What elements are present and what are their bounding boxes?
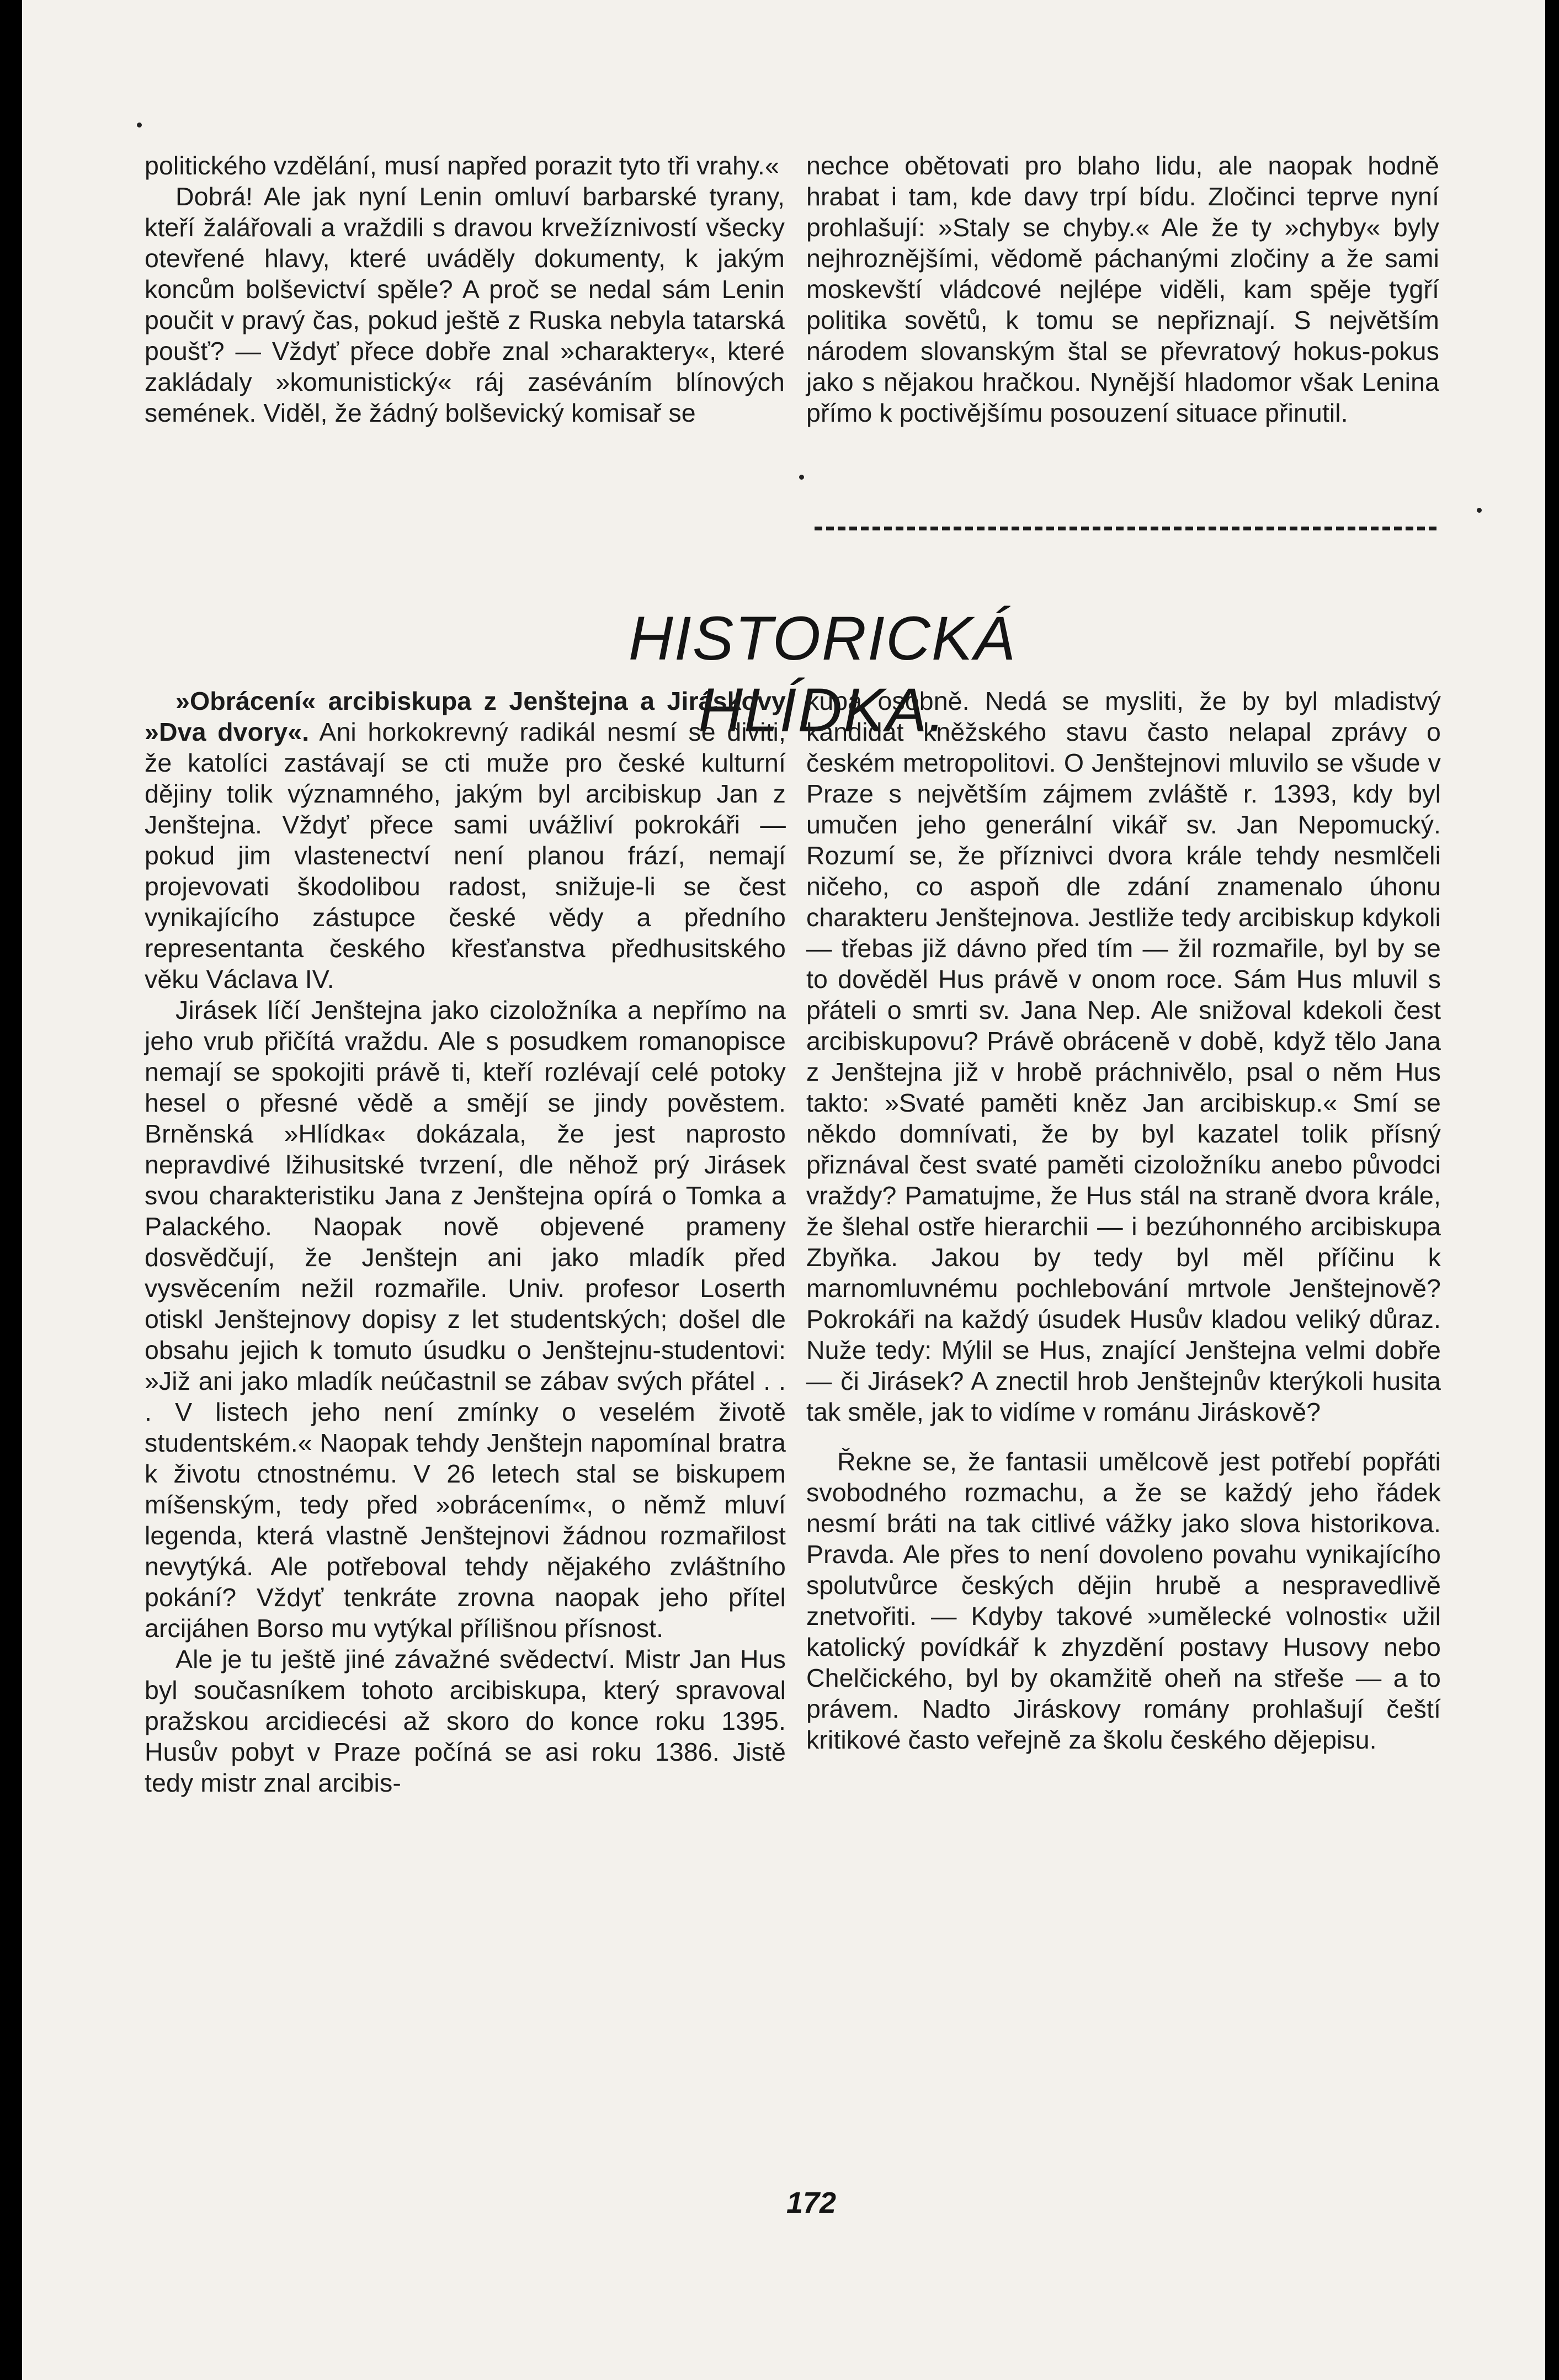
article-heading: »Obrácení« arcibiskupa z Jenštejna a Jiráskovy »Dva dvory«. — [145, 687, 786, 746]
article-right-column — [806, 686, 1441, 1755]
paragraph-text: Ani horkokrevný radikál nesmí se diviti, že katolíci zastávají se cti muže pro české kulturní dějiny tolik významného, jakým byl arcibiskup Jan z Jenštejna. Vždyť přece sami uvážliví pokrokáři — pokud jim vlastenectví není planou frází, nemají projevovati škodolibou radost, snižuje-li se čest vynikajícího zástupce české vědy a předního representanta českého křesťanstva předhusitského věku Václava IV. — [145, 718, 786, 994]
section-divider — [815, 527, 1436, 530]
section-title: HISTORICKÁ HLÍDKA. — [628, 604, 1017, 745]
paragraph: kupa osobně. Nedá se mysliti, že by byl mladistvý kandidát kněžského stavu často nelapal zprávy o českém metropolitovi. O Jenštejnovi mluvilo se všude v Praze s největším zájmem zvláště r. 1393, kdy byl umučen jeho generální vikář sv. Jan Nepomucký. Rozumí se, že příznivci dvora krále tehdy nesmlčeli ničeho, co aspoň dle zdání znamenalo úhonu charakteru Jenštejnova. Jestliže tedy arcibiskup kdykoli — třebas již dávno před tím — žil rozmařile, byl by se to dověděl Hus právě v onom roce. Sám Hus mluvil s přáteli o smrti sv. Jana Nep. Ale snižoval kdekoli čest arcibiskupovu? Právě obráceně v době, když tělo Jana z Jenštejna již v hrobě práchnivělo, psal o něm Hus takto: »Svaté paměti kněz Jan arcibiskup.« Smí se někdo domnívati, že by byl kazatel tolik přísný přiznával čest svaté paměti cizoložníku anebo původci vraždy? Pamatujme, že Hus stál na straně dvora krále, že šlehal ostře hierarchii — i bezúhonného arcibiskupa Zbyňka. Jakou by tedy byl měl příčinu k marnomluvnému pochlebování mrtvole Jenštejnově? Pokrokáři na každý úsudek Husův kladou veliký důraz. Nuže tedy: Mýlil se Hus, znající Jenštejna velmi dobře — či Jirásek? A znectil hrob Jenštejnův kterýkoli husita tak směle, jak to vidíme v románu Jiráskově? — [806, 687, 1441, 1426]
paragraph: Jirásek líčí Jenštejna jako cizoložníka a nepřímo na jeho vrub přičítá vraždu. Ale s posudkem romanopisce nemají se spokojiti právě ti, kteří rozlévají celé potoky hesel o přesné vědě a smějí se jindy pověstem. Brněnská »Hlídka« dokázala, že jest naprosto nepravdivé lžihusitské tvrzení, dle něhož prý Jirásek svou charakteristiku Jana z Jenštejna opírá o Tomka a Palackého. Naopak nově objevené prameny dosvědčují, že Jenštejn ani jako mladík před vysvěcením nežil rozmařile. Univ. profesor Loserth otiskl Jenštejnovy dopisy z let studentských; došel dle obsahu jejich k tomuto úsudku o Jenštejnu-studentovi: »Již ani jako mladík neúčastnil se zábav svých přátel . . . V listech jeho není zmínky o veselém životě studentském.« Naopak tehdy Jenštejn napomínal bratra k životu ctnostnému. V 26 letech stal se biskupem míšenským, tedy před »obrácením«, o němž mluví legenda, která vlastně Jenštejnovi žádnou rozmařilost nevytýká. Ale potřeboval tehdy nějakého zvláštního pokání? Vždyť tenkráte zrovna naopak jeho přítel arcijáhen Borso mu vytýkal přílišnou přísnost. — [145, 996, 786, 1643]
print-speck — [1477, 508, 1482, 513]
paragraph: nechce obětovati pro blaho lidu, ale naopak hodně hrabat i tam, kde davy trpí bídu. Zločinci teprve nyní prohlašují: »Staly se chyby.« Ale že ty »chyby« byly nejhroznějšími, vědomě páchanými zločiny a že sami moskevští vládcové nejlépe viděli, kam spěje tygří politika sovětů, k tomu se nepřiznají. S největším národem slovanským štal se převratový hokus-pokus jako s nějakou hračkou. Nynější hladomor však Lenina přímo k poctivějšímu posouzení situace přinutil. — [806, 151, 1439, 427]
page-number: 172 — [786, 2186, 837, 2219]
print-speck — [799, 475, 804, 480]
article-left-column — [145, 686, 786, 1798]
continued-text-right-column — [806, 150, 1439, 428]
book-page — [22, 0, 1545, 2380]
paragraph: Ale je tu ještě jiné závažné svědectví. Mistr Jan Hus byl současníkem tohoto arcibiskupa, který spravoval pražskou arcidiecési až skoro do konce roku 1395. Husův pobyt v Praze počíná se asi roku 1386. Jistě tedy mistr znal arcibis- — [145, 1645, 786, 1797]
paragraph: politického vzdělání, musí napřed porazit tyto tři vrahy.« — [145, 151, 779, 180]
paragraph: Dobrá! Ale jak nyní Lenin omluví barbarské tyrany, kteří žalářovali a vraždili s dravou krvežíznivostí všecky otevřené hlavy, které uváděly dokumenty, k jakým koncům bolševictví spěle? A proč se nedal sám Lenin poučit v pravý čas, pokud ještě z Ruska nebyla tatarská poušť? — Vždyť přece dobře znal »charaktery«, které zakládaly »komunistický« ráj zaséváním blínových semének. Viděl, že žádný bolševický komisař se — [145, 182, 785, 427]
article-lead-paragraph — [145, 686, 786, 995]
continued-text-left-column — [145, 150, 785, 428]
print-speck — [137, 123, 142, 128]
paragraph: Řekne se, že fantasii umělcově jest potřebí popřáti svobodného rozmachu, a že se každý jeho řádek nesmí bráti na tak citlivé vážky jako slova historikova. Pravda. Ale přes to není dovoleno povahu vynikajícího spolutvůrce českých dějin hrubě a nespravedlivě znetvořiti. — Kdyby takové »umělecké volnosti« užil katolický povídkář k zhyzdění postavy Husovy nebo Chelčického, byl by okamžitě oheň na střeše — a to právem. Nadto Jiráskovy romány prohlašují čeští kritikové často veřejně za školu českého dějepisu. — [806, 1447, 1441, 1754]
